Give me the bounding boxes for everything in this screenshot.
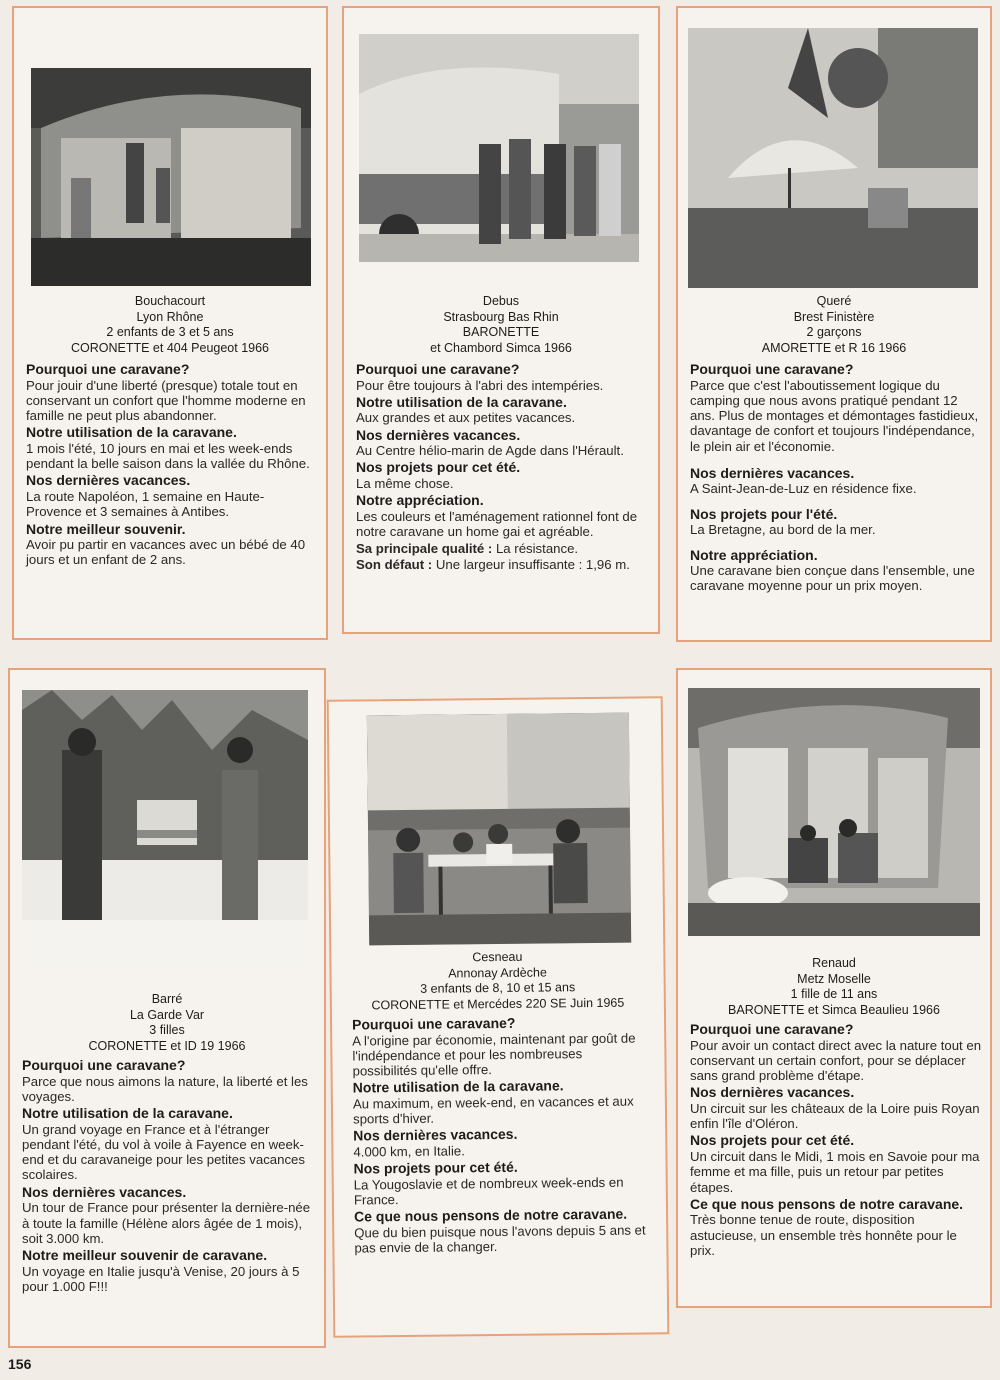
photo-illustration [22,690,308,966]
section-text: Un circuit sur les châteaux de la Loire puis Royan enfin l'île d'Oléron. [690,1100,980,1132]
section-text: Une largeur insuffisante : 1,96 m. [432,556,630,572]
family-name: Bouchacourt [134,294,206,308]
testimonial-card-renaud [676,668,992,1308]
card-caption [678,956,990,1018]
card-caption [10,992,324,1054]
section-heading: Ce que nous pensons de notre caravane. [690,1195,964,1212]
card-body [22,1056,316,1294]
section-heading: Son défaut : [356,556,433,572]
card-caption [344,294,658,356]
section-heading: Nos dernières vacances. [353,1126,518,1145]
section-heading: Ce que nous pensons de notre caravane. [354,1206,628,1225]
testimonial-card-barre [8,668,326,1348]
vehicle-info: CORONETTE et ID 19 1966 [88,1038,246,1053]
vehicle-info: CORONETTE et 404 Peugeot 1966 [70,340,270,355]
family-name: Barré [151,992,183,1006]
photo-family-table [367,713,631,946]
section-text: 1 mois l'été, 10 jours en mai et les week-ends pendant la belle saison dans la vallée du Rhône. [26,440,310,472]
inline-section [356,541,648,556]
section-text: Pour être toujours à l'abri des intempéries. [356,377,604,393]
section-text: Très bonne tenue de route, disposition astucieuse, un ensemble très honnête pour le prix. [690,1212,957,1258]
section-text: Les couleurs et l'aménagement rationnel font de notre caravane un home gai et agréable. [356,508,638,539]
section-text: La résistance. [492,541,579,557]
family-name: Cesneau [472,949,523,965]
section-heading: Pourquoi une caravane? [690,361,854,377]
section-heading: Sa principale qualité : [356,541,493,557]
section-text: Parce que c'est l'aboutissement logique du camping que nous avons pratiqué pendant 12 ans. Plus de montages et démontages fastidieux, davantage de confort et toujours l'indépendance, le plein air et l'économie. [690,377,979,454]
section-heading: Pourquoi une caravane? [356,361,520,377]
family-info: 3 filles [149,1023,185,1037]
section-text: Une caravane bien conçue dans l'ensemble, une caravane moyenne pour un prix moyen. [690,563,975,594]
section-heading: Nos dernières vacances. [22,1183,187,1200]
section-text: Aux grandes et aux petites vacances. [356,410,576,426]
photo-illustration [367,713,631,946]
card-body [690,360,982,594]
family-name: Renaud [812,956,856,970]
vehicle-info: CORONETTE et Mercédes 220 SE Juin 1965 [371,995,625,1012]
section-heading: Nos projets pour cet été. [353,1159,518,1177]
section-text: Que du bien puisque nous l'avons depuis 5 ans et pas envie de la changer. [354,1222,646,1256]
section-heading: Notre utilisation de la caravane. [22,1105,233,1122]
family-info: 2 garçons [806,325,862,339]
section-text: La Bretagne, au bord de la mer. [690,522,876,538]
section-heading: Nos dernières vacances. [690,1084,855,1101]
section-heading: Notre meilleur souvenir. [26,520,186,537]
photo-illustration [359,34,639,262]
testimonial-card-bouchacourt [12,6,328,640]
family-info: 2 enfants de 3 et 5 ans [106,325,234,339]
section-text: Pour jouir d'une liberté (presque) totale tout en conservant un confort que l'homme moderne en famille ne peut plus abandonner. [26,377,306,424]
location: Lyon Rhône [136,309,204,324]
section-heading: Nos dernières vacances. [26,472,191,489]
card-caption [331,948,664,1013]
section-heading: Nos dernières vacances. [356,426,521,443]
testimonial-card-cesneau [327,696,670,1337]
family-name: Debus [482,294,520,308]
card-body [356,360,648,572]
section-text: A l'origine par économie, maintenant par goût de l'indépendance et pour les nombreuses possibilités qu'elle offre. [352,1030,636,1079]
section-heading: Nos projets pour cet été. [356,459,521,476]
section-heading: Nos projets pour cet été. [690,1132,855,1149]
section-heading: Pourquoi une caravane? [22,1057,186,1073]
section-heading: Pourquoi une caravane? [351,1014,516,1033]
card-body [26,360,318,568]
section-text: Au maximum, en week-end, en vacances et aux sports d'hiver. [352,1093,634,1127]
section-text: Au Centre hélio-marin de Agde dans l'Hérault. [356,443,624,459]
card-caption [678,294,990,356]
section-heading: Nos dernières vacances. [690,464,855,481]
location: Strasbourg Bas Rhin [443,309,559,324]
location: Metz Moselle [797,971,871,986]
photo-family-caravan [359,34,639,262]
section-text: Avoir pu partir en vacances avec un bébé de 40 jours et un enfant de 2 ans. [26,537,306,568]
photo-illustration [688,688,980,936]
section-text: Un tour de France pour présenter la dernière-née à toute la famille (Hélène alors âgée de 1 mois), soit 3.000 km. [22,1200,311,1246]
photo-caravan-awning-chairs [688,688,980,936]
section-text: Un grand voyage en France et à l'étranger pendant l'été, du vol à voile à Fayence en week-end et du caravaneige pour les petites vacances scolaires. [22,1121,305,1183]
section-heading: Notre meilleur souvenir de caravane. [22,1247,268,1264]
photo-caravan-awning [31,68,311,286]
section-text: A Saint-Jean-de-Luz en résidence fixe. [690,481,917,497]
card-body [352,1012,649,1256]
family-name: Queré [816,294,852,308]
section-heading: Notre utilisation de la caravane. [26,424,237,441]
card-body [690,1020,984,1258]
family-info: BARONETTE [462,325,540,339]
card-caption [14,294,326,356]
testimonial-card-debus [342,6,660,634]
location: Brest Finistère [793,309,875,324]
section-text: La même chose. [356,475,454,491]
vehicle-info: et Chambord Simca 1966 [430,340,572,355]
vehicle-info: AMORETTE et R 16 1966 [761,340,907,355]
location: La Garde Var [129,1007,205,1022]
photo-snow-caravan [22,690,308,966]
section-text: 4.000 km, en Italie. [353,1143,465,1160]
photo-illustration [31,68,311,286]
section-text: Un circuit dans le Midi, 1 mois en Savoie pour ma femme et ma fille, puis un retour par petites étapes. [690,1148,980,1195]
section-text: La route Napoléon, 1 semaine en Haute-Provence et 3 semaines à Antibes. [26,488,265,520]
section-text: Un voyage en Italie jusqu'à Venise, 20 jours à 5 pour 1.000 F!!! [22,1263,300,1294]
photo-illustration [688,28,978,288]
section-heading: Notre utilisation de la caravane. [352,1077,564,1096]
section-heading: Notre appréciation. [690,546,818,563]
section-heading: Pourquoi une caravane? [690,1021,854,1037]
testimonial-card-quere [676,6,992,642]
family-info: 3 enfants de 8, 10 et 15 ans [420,980,576,996]
section-heading: Notre appréciation. [356,492,484,509]
section-text: Parce que nous aimons la nature, la liberté et les voyages. [22,1073,308,1104]
page-number: 156 [8,1356,32,1372]
section-text: Pour avoir un contact direct avec la nature tout en conservant un certain confort, pour se déplacer sans grand problème d'étape. [690,1037,982,1084]
photo-parasol-garden [688,28,978,288]
section-text: La Yougoslavie et de nombreux week-ends en France. [353,1174,624,1208]
section-heading: Nos projets pour l'été. [690,505,838,522]
location: Annonay Ardèche [448,964,547,981]
section-heading: Pourquoi une caravane? [26,361,190,377]
vehicle-info: BARONETTE et Simca Beaulieu 1966 [728,1002,940,1017]
inline-section [356,557,648,572]
section-heading: Notre utilisation de la caravane. [356,393,567,410]
family-info: 1 fille de 11 ans [790,987,878,1001]
